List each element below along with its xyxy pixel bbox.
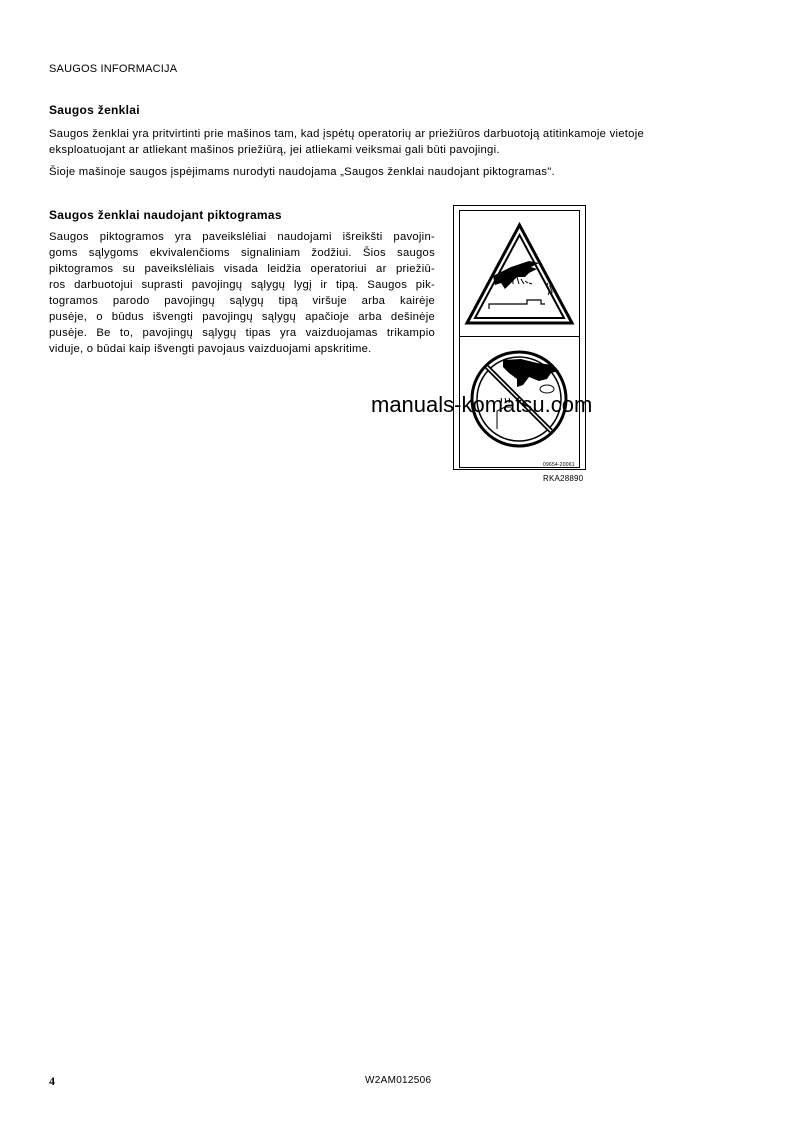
document-code: W2AM012506 [365, 1075, 432, 1086]
warning-triangle-hand-hazard-icon [459, 211, 580, 336]
heading-pictograms: Saugos ženklai naudojant piktogramas [49, 208, 282, 222]
heading-saugos-zenklai: Saugos ženklai [49, 103, 140, 117]
paragraph-line: viduje, o būdai kaip išvengti pavojaus vaizduojami apskritime. [49, 343, 372, 355]
paragraph-intro [49, 126, 749, 158]
paragraph-line: pusėje. Be to, pavojingų sąlygų tipas yra vaizduojamas trikampio [49, 327, 435, 339]
paragraph-line: eksploatuojant ar atliekant mašinos priežiūrą, jei atliekami veiksmai gali būti pavojingi. [49, 144, 500, 156]
paragraph-line: Saugos piktogramos yra paveikslėliai naudojami išreikšti pavojin- [49, 231, 435, 243]
paragraph-line: ros darbuotojui suprasti pavojingų sąlygų lygį ir tipą. Saugos pik- [49, 279, 435, 291]
paragraph-line: Saugos ženklai yra pritvirtinti prie mašinos tam, kad įspėtų operatorių ar priežiūros darbuotoją atitinkamoje vietoje [49, 128, 644, 140]
paragraph-line: pusėje, o būdus išvengti pavojingų sąlygų apačioje arba dešinėje [49, 311, 435, 323]
page-number: 4 [49, 1074, 55, 1088]
section-header: SAUGOS INFORMACIJA [49, 63, 178, 75]
paragraph-usage: Šioje mašinoje saugos įspėjimams nurodyti naudojama „Saugos ženklai naudojant piktogramas". [49, 166, 555, 178]
pictogram-part-number: 09654-20061 [543, 462, 575, 468]
figure-caption: RKA28890 [543, 474, 584, 483]
watermark: manuals-komatsu.com [371, 392, 593, 417]
paragraph-line: goms sąlygoms ekvivalenčioms signaliniam žodžiui. Šios saugos [49, 247, 435, 259]
paragraph-line: piktogramos su paveikslėliais visada leidžia operatoriui ar priežiū- [49, 263, 435, 275]
paragraph-line: togramos parodo pavojingų sąlygų tipą viršuje arba kairėje [49, 295, 435, 307]
paragraph-pictograms [49, 229, 435, 357]
